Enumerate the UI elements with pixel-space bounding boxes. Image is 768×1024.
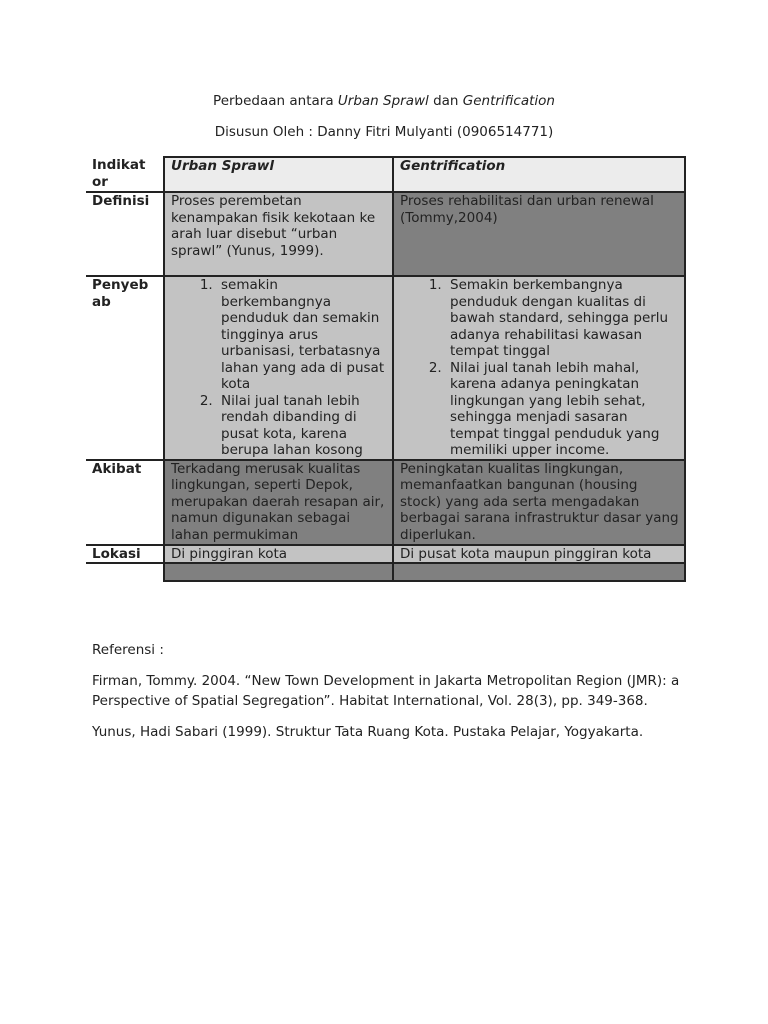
indicator-penyebab: Penyeb ab: [86, 276, 164, 460]
header-gentrification: Gentrification: [393, 157, 685, 192]
list-item: 1. semakin berkembangnya penduduk dan semakin tingginya arus urbanisasi, terbatasnya lahan yang ada di pusat kota: [217, 277, 388, 393]
reference-item: Yunus, Hadi Sabari (1999). Struktur Tata Ruang Kota. Pustaka Pelajar, Yogyakarta.: [92, 724, 644, 740]
empty-cell: [164, 563, 393, 581]
indicator-definisi: Definisi: [86, 192, 164, 276]
page-title: [0, 92, 768, 110]
table-row-definisi: [86, 192, 685, 276]
table-row-empty: [86, 563, 685, 581]
comparison-table: [86, 156, 686, 582]
penyebab-gentrification: [393, 276, 685, 460]
title-prefix: Perbedaan antara: [213, 93, 338, 109]
lokasi-urban-sprawl: Di pinggiran kota: [164, 545, 393, 564]
header-urban-sprawl: Urban Sprawl: [164, 157, 393, 192]
penyebab-urban-sprawl-list: [171, 277, 388, 459]
penyebab-urban-sprawl: [164, 276, 393, 460]
indicator-lokasi: Lokasi: [86, 545, 164, 564]
table-row-penyebab: [86, 276, 685, 460]
references-section: [92, 640, 682, 753]
table-row-lokasi: [86, 545, 685, 564]
penyebab-gentrification-list: [400, 277, 680, 459]
indicator-akibat: Akibat: [86, 460, 164, 545]
reference-item: Firman, Tommy. 2004. “New Town Development in Jakarta Metropolitan Region (JMR): a Perspective of Spatial Segregation”. Habitat International, Vol. 28(3), pp. 349-368.: [92, 673, 680, 709]
list-item: 1. Semakin berkembangnya penduduk dengan kualitas di bawah standard, sehingga perlu adanya rehabilitasi kawasan tempat tinggal: [446, 277, 680, 360]
references-heading: Referensi :: [92, 642, 164, 658]
table-row-akibat: [86, 460, 685, 545]
title-middle: dan: [428, 93, 463, 109]
indicator-empty: [86, 563, 164, 581]
indicator-header: Indikat or: [86, 157, 164, 192]
title-term-urban-sprawl: Urban Sprawl: [337, 93, 429, 109]
title-term-gentrification: Gentrification: [462, 93, 555, 109]
akibat-gentrification: Peningkatan kualitas lingkungan, memanfaatkan bangunan (housing stock) yang ada serta mengadakan berbagai sarana infrastruktur dasar yang diperlukan.: [393, 460, 685, 545]
list-item: 2. Nilai jual tanah lebih mahal, karena adanya peningkatan lingkungan yang lebih sehat, sehingga menjadi sasaran tempat tinggal penduduk yang memiliki upper income.: [446, 360, 680, 459]
akibat-urban-sprawl: Terkadang merusak kualitas lingkungan, seperti Depok, merupakan daerah resapan air, namun digunakan sebagai lahan permukiman: [164, 460, 393, 545]
list-item: 2. Nilai jual tanah lebih rendah dibanding di pusat kota, karena berupa lahan kosong: [217, 393, 388, 459]
definisi-urban-sprawl: Proses perembetan kenampakan fisik kekotaan ke arah luar disebut “urban sprawl” (Yunus, 1999).: [164, 192, 393, 276]
definisi-gentrification: Proses rehabilitasi dan urban renewal (Tommy,2004): [393, 192, 685, 276]
page-subtitle: Disusun Oleh : Danny Fitri Mulyanti (0906514771): [214, 124, 554, 140]
lokasi-gentrification: Di pusat kota maupun pinggiran kota: [393, 545, 685, 564]
table-header-row: [86, 157, 685, 192]
empty-cell: [393, 563, 685, 581]
